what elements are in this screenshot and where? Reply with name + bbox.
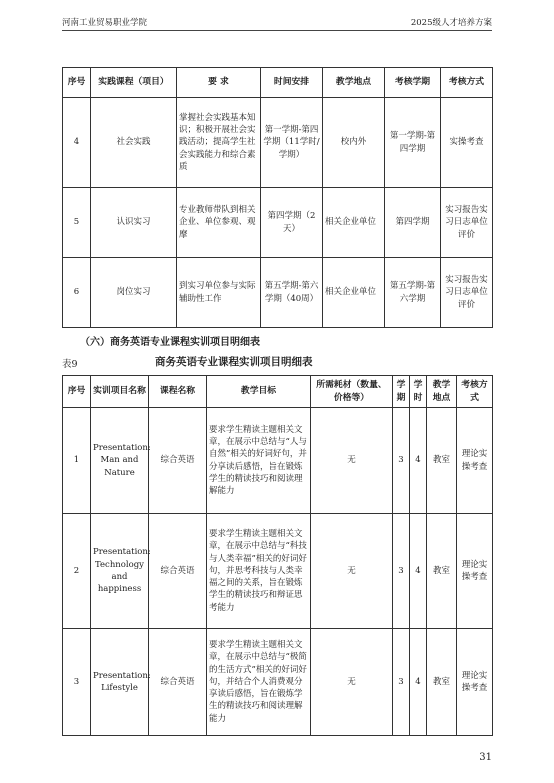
table1-header-row <box>63 68 493 98</box>
cell-assessment-method: 理论实操考查 <box>457 514 493 629</box>
col-header-assessment-term: 考核学期 <box>385 68 441 98</box>
col-header-assessment-method: 考核方式 <box>457 376 493 408</box>
cell-consumables: 无 <box>311 514 393 629</box>
col-header-index: 序号 <box>63 68 91 98</box>
col-header-teaching-goal: 教学目标 <box>207 376 311 408</box>
cell-course-name: 综合英语 <box>149 629 207 736</box>
cell-course-name: 综合英语 <box>149 408 207 514</box>
col-header-schedule: 时间安排 <box>261 68 323 98</box>
cell-hours: 4 <box>410 408 427 514</box>
table-number: 表9 <box>62 359 78 370</box>
cell-project-name: Presentation: Man and Nature <box>91 408 149 514</box>
col-header-location: 教学地点 <box>323 68 385 98</box>
cell-teaching-goal: 要求学生精读主题相关文章，在展示中总结与“科技与人类幸福”相关的好词好句，并思考科技与人类幸福之间的关系，旨在锻炼学生的精读技巧和辩证思考能力 <box>207 514 311 629</box>
practice-courses-table <box>62 67 493 328</box>
cell-index: 2 <box>63 514 91 629</box>
col-header-course-name: 课程名称 <box>149 376 207 408</box>
cell-location: 教室 <box>427 514 457 629</box>
cell-index: 1 <box>63 408 91 514</box>
cell-location: 相关企业单位 <box>323 188 385 258</box>
cell-course-name: 综合英语 <box>149 514 207 629</box>
cell-term: 3 <box>393 629 410 736</box>
col-header-index: 序号 <box>63 376 91 408</box>
col-header-assessment-method: 考核方式 <box>441 68 493 98</box>
table-title: 商务英语专业课程实训项目明细表 <box>155 356 313 368</box>
cell-consumables: 无 <box>311 629 393 736</box>
col-header-requirements: 要 求 <box>177 68 261 98</box>
cell-schedule: 第一学期-第四学期（11学时/学期） <box>261 98 323 188</box>
cell-index: 3 <box>63 629 91 736</box>
col-header-course: 实践课程（项目） <box>91 68 177 98</box>
header-school-name: 河南工业贸易职业学院 <box>62 18 148 28</box>
col-header-project-name: 实训项目名称 <box>91 376 149 408</box>
cell-index: 6 <box>63 258 91 328</box>
cell-hours: 4 <box>410 629 427 736</box>
cell-schedule: 第四学期（2天） <box>261 188 323 258</box>
section-heading: （六）商务英语专业课程实训项目明细表 <box>80 337 260 348</box>
running-header <box>62 14 492 31</box>
table-row <box>63 408 493 514</box>
cell-location: 校内外 <box>323 98 385 188</box>
cell-requirements: 到实习单位参与实际辅助性工作 <box>177 258 261 328</box>
cell-requirements: 掌握社会实践基本知识；积极开展社会实践活动；提高学生社会实践能力和综合素质 <box>177 98 261 188</box>
page-number: 31 <box>479 752 492 763</box>
cell-teaching-goal: 要求学生精读主题相关文章，在展示中总结与“极简的生活方式”相关的好词好句，并结合个人消费观分享读后感悟，旨在锻炼学生的精读技巧和阅读理解能力 <box>207 629 311 736</box>
cell-assessment-term: 第五学期-第六学期 <box>385 258 441 328</box>
table-row <box>63 98 493 188</box>
cell-assessment-method: 理论实操考查 <box>457 629 493 736</box>
cell-index: 4 <box>63 98 91 188</box>
table-row <box>63 258 493 328</box>
col-header-term: 学期 <box>393 376 410 408</box>
col-header-consumables: 所需耗材（数量、价格等） <box>311 376 393 408</box>
cell-project-name: Presentation: Lifestyle <box>91 629 149 736</box>
cell-course: 认识实习 <box>91 188 177 258</box>
cell-term: 3 <box>393 408 410 514</box>
table-row <box>63 514 493 629</box>
cell-assessment-method: 实操考查 <box>441 98 493 188</box>
cell-requirements: 专业教师带队到相关企业、单位参观、观摩 <box>177 188 261 258</box>
cell-assessment-method: 理论实操考查 <box>457 408 493 514</box>
cell-consumables: 无 <box>311 408 393 514</box>
col-header-hours: 学时 <box>410 376 427 408</box>
col-header-location: 教学地点 <box>427 376 457 408</box>
cell-assessment-term: 第四学期 <box>385 188 441 258</box>
cell-project-name: Presentation: Technology and happiness <box>91 514 149 629</box>
cell-index: 5 <box>63 188 91 258</box>
training-projects-table <box>62 375 493 736</box>
cell-assessment-method: 实习报告实习日志单位评价 <box>441 188 493 258</box>
cell-assessment-method: 实习报告实习日志单位评价 <box>441 258 493 328</box>
cell-teaching-goal: 要求学生精读主题相关文章，在展示中总结与“人与自然”相关的好词好句，并分享读后感悟，旨在锻炼学生的精读技巧和阅读理解能力 <box>207 408 311 514</box>
table2-header-row <box>63 376 493 408</box>
header-document-title: 2025级人才培养方案 <box>410 18 492 28</box>
cell-schedule: 第五学期-第六学期（40周） <box>261 258 323 328</box>
cell-course: 岗位实习 <box>91 258 177 328</box>
cell-term: 3 <box>393 514 410 629</box>
cell-location: 教室 <box>427 408 457 514</box>
cell-location: 相关企业单位 <box>323 258 385 328</box>
table-row <box>63 188 493 258</box>
cell-location: 教室 <box>427 629 457 736</box>
table-row <box>63 629 493 736</box>
cell-assessment-term: 第一学期-第四学期 <box>385 98 441 188</box>
cell-course: 社会实践 <box>91 98 177 188</box>
cell-hours: 4 <box>410 514 427 629</box>
